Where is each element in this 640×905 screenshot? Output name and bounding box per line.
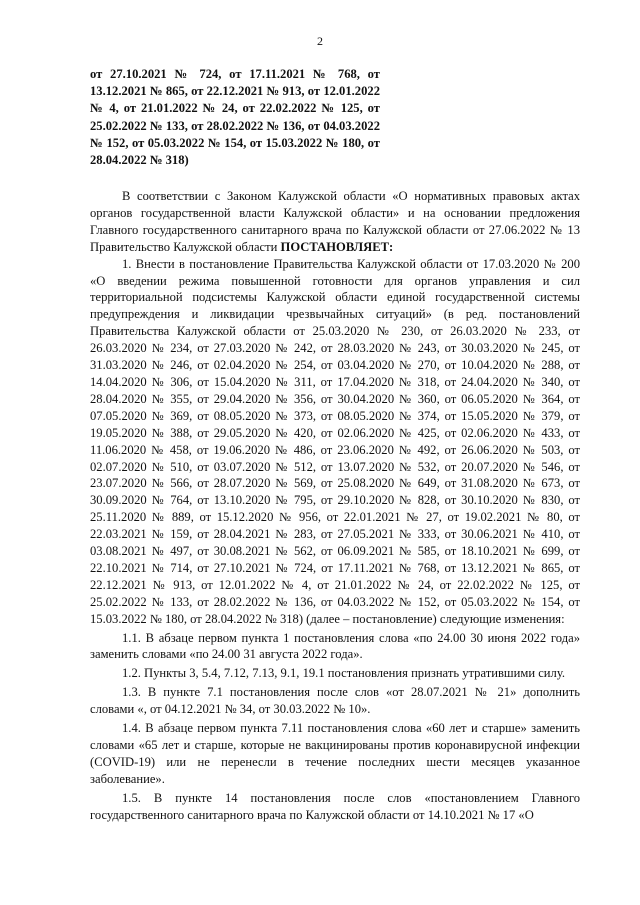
paragraph-1-2: 1.2. Пункты 3, 5.4, 7.12, 7.13, 9.1, 19.1 постановления признать утратившими силу. <box>122 666 566 681</box>
paragraph-1-1: 1.1. В абзаце первом пункта 1 постановления слова «по 24.00 30 июня 2022 года» заменить словами «по 24.00 31 августа 2022 года». <box>90 630 580 662</box>
intro-paragraph <box>90 188 580 256</box>
page-number: 2 <box>317 34 323 48</box>
amendment-history-header: от 27.10.2021 № 724, от 17.11.2021 № 768, от 13.12.2021 № 865, от 22.12.2021 № 913, от 12.01.2022 № 4, от 21.01.2022 № 24, от 22.02.2022 № 125, от 25.02.2022 № 133, от 28.02.2022 № 136, от 04.03.2022 № 152, от 05.03.2022 № 154, от 15.03.2022 № 180, от 28.04.2022 № 318) <box>90 67 380 168</box>
paragraph-1-4: 1.4. В абзаце первом пункта 7.11 постановления слова «60 лет и старше» заменить словами «65 лет и старше, которые не вакцинированы против коронавирусной инфекции (COVID-19) или не перенесли в течение последних шести месяцев указанное заболевание». <box>90 721 580 786</box>
document-body <box>90 188 580 824</box>
paragraph-1-5: 1.5. В пункте 14 постановления после слов «постановлением Главного государственного санитарного врача по Калужской области от 14.10.2021 № 17 «О <box>90 790 580 822</box>
paragraph-1: 1. Внести в постановление Правительства Калужской области от 17.03.2020 № 200 «О введении режима повышенной готовности для органов управления и сил территориальной подсистемы Калужской области единой государственной системы предупреждения и ликвидации чрезвычайных ситуаций» (в ред. постановлений Правительства Калужской области от 25.03.2020 № 230, от 26.03.2020 № 233, от 26.03.2020 № 234, от 27.03.2020 № 242, от 28.03.2020 № 243, от 30.03.2020 № 245, от 31.03.2020 № 246, от 02.04.2020 № 254, от 03.04.2020 № 270, от 10.04.2020 № 288, от 14.04.2020 № 306, от 15.04.2020 № 311, от 17.04.2020 № 318, от 24.04.2020 № 340, от 28.04.2020 № 355, от 29.04.2020 № 356, от 30.04.2020 № 360, от 06.05.2020 № 364, от 07.05.2020 № 369, от 08.05.2020 № 373, от 08.05.2020 № 374, от 15.05.2020 № 379, от 19.05.2020 № 388, от 29.05.2020 № 420, от 02.06.2020 № 425, от 02.06.2020 № 433, от 11.06.2020 № 458, от 19.06.2020 № 486, от 23.06.2020 № 492, от 26.06.2020 № 503, от 02.07.2020 № 510, от 03.07.2020 № 512, от 13.07.2020 № 532, от 20.07.2020 № 546, от 23.07.2020 № 566, от 28.07.2020 № 569, от 25.08.2020 № 649, от 31.08.2020 № 673, от 30.09.2020 № 764, от 13.10.2020 № 795, от 29.10.2020 № 828, от 30.10.2020 № 830, от 25.11.2020 № 889, от 15.12.2020 № 956, от 22.01.2021 № 27, от 19.02.2021 № 80, от 22.03.2021 № 159, от 28.04.2021 № 283, от 27.05.2021 № 333, от 30.06.2021 № 410, от 03.08.2021 № 497, от 30.08.2021 № 562, от 06.09.2021 № 585, от 18.10.2021 № 699, от 22.10.2021 № 714, от 27.10.2021 № 724, от 17.11.2021 № 768, от 13.12.2021 № 865, от 22.12.2021 № 913, от 12.01.2022 № 4, от 21.01.2022 № 24, от 22.02.2022 № 125, от 25.02.2022 № 133, от 28.02.2022 № 136, от 04.03.2022 № 152, от 05.03.2022 № 154, от 15.03.2022 № 180, от 28.04.2022 № 318) (далее – постановление) следующие изменения: <box>90 256 580 626</box>
decree-word: ПОСТАНОВЛЯЕТ: <box>280 239 394 254</box>
paragraph-1-3: 1.3. В пункте 7.1 постановления после слов «от 28.07.2021 № 21» дополнить словами «, от 04.12.2021 № 34, от 30.03.2022 № 10». <box>90 685 580 717</box>
intro-text: В соответствии с Законом Калужской области «О нормативных правовых актах органов государственной власти Калужской области» и на основании предложения Главного государственного санитарного врача по Калужской области от 27.06.2022 № 13 Правительство Калужской области <box>90 189 580 254</box>
